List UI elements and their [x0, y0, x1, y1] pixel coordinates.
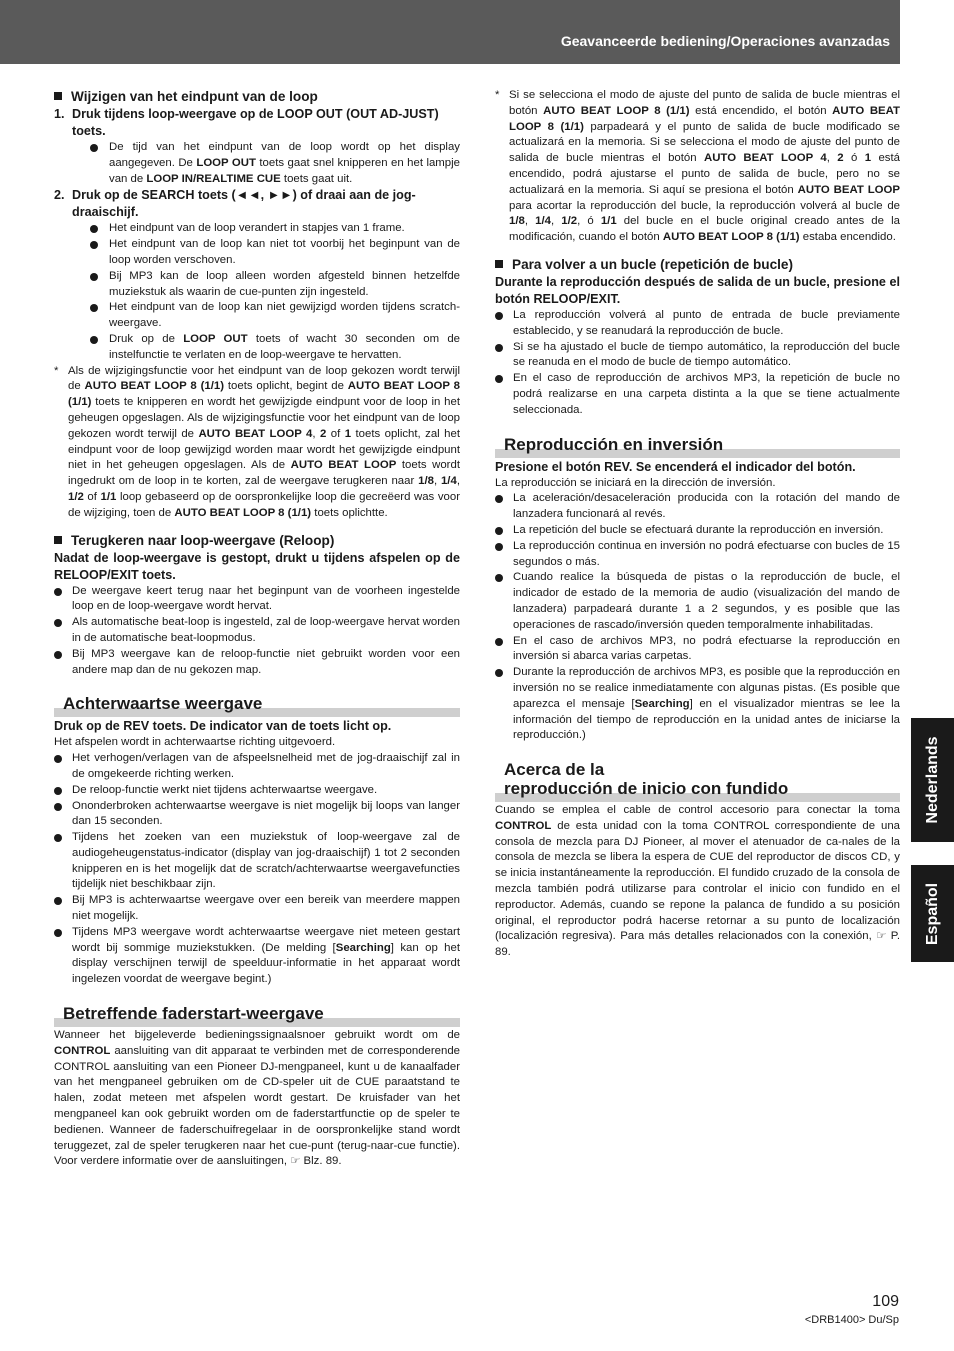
- subheading-loop-end: Wijzigen van het eindpunt van de loop: [54, 88, 460, 106]
- list-item: Het eindpunt van de loop verandert in stapjes van 1 frame.: [109, 221, 460, 237]
- list-item: Ononderbroken achterwaartse weergave is niet mogelijk bij loops van langer dan 15 seconden.: [72, 799, 460, 831]
- list-item: Het eindpunt van de loop kan niet gewijzigd worden tijdens scratch-weergave.: [109, 300, 460, 332]
- reverse-intro-es: La reproducción se iniciará en la dirección de inversión.: [495, 476, 776, 489]
- list-item: Si se ha ajustado el bucle de tiempo automático, la reproducción del bucle se reanuda en el modo de bucle de tiempo automático.: [513, 340, 900, 372]
- page-number: 109: [872, 1293, 899, 1310]
- list-item: La reproducción continua en inversión no podrá efectuarse con bucles de 15 segundos o más.: [513, 539, 900, 571]
- list-item: De weergave keert terug naar het beginpunt van de voorheen ingestelde loop en de loop-weergave wordt hervat.: [72, 584, 460, 616]
- section-heading-fader-es: Acerca de la reproducción de inicio con fundido: [495, 760, 900, 799]
- side-tab-nederlands: Nederlands: [911, 718, 954, 842]
- section-heading-fader: Betreffende faderstart-weergave: [54, 1004, 460, 1024]
- reverse-list: [54, 751, 460, 988]
- list-item: Druk op de LOOP OUT toets of wacht 30 seconden om de instelfunctie te verlaten en de loop-weergave te hervatten.: [109, 332, 460, 364]
- reverse-intro: Het afspelen wordt in achterwaartse richting uitgevoerd.: [54, 736, 336, 749]
- reverse-list-es: [495, 491, 900, 744]
- loop-end-note: * Als de wijzigingsfunctie voor het eindpunt van de loop gekozen wordt terwijl de AUTO BEAT LOOP 8 (1/1) toets oplicht, begint de AUTO BEAT LOOP 8 (1/1) toets te knipperen en wordt het gewijzigde eindpunt voor de loop in het geheugen opgeslagen. Als de wijzigingsfunctie voor het eindpunt van de loop gekozen wordt terwijl de AUTO BEAT LOOP 4, 2 of 1 toets oplicht, zal het eindpunt voor de loop gewijzigd worden maar wordt het gewijzigde eindpunt niet in het geheugen opgeslagen. Als de AUTO BEAT LOOP toets wordt ingedrukt om de loop in te korten, zal de weergave terugkeren naar 1/8, 1/4, 1/2 of 1/1 loop gebaseerd op de oorspronkelijke loop die gecreëerd was voor de wijziging, toen de AUTO BEAT LOOP 8 (1/1) toets oplichtte.: [54, 364, 460, 519]
- list-item: Tijdens MP3 weergave wordt achterwaartse weergave niet meteen gestart wordt bij sommige muziekstukken. (De melding [Searching] kan op het display verschijnen terwijl de speelduur-informatie in het apparaat wordt ingelezen voordat de weergave begint.): [72, 925, 460, 988]
- subheading-reloop: Terugkeren naar loop-weergave (Reloop): [54, 532, 460, 550]
- list-item: La reproducción volverá al punto de entrada de bucle previamente establecido, y se reanudará la reproducción de bucle.: [513, 308, 900, 340]
- list-item: En el caso de archivos MP3, no podrá efectuarse la reproducción en inversión si abarca varias carpetas.: [513, 634, 900, 666]
- side-tab-espanol: Español: [911, 865, 954, 962]
- square-bullet-icon: [54, 92, 62, 100]
- list-item: La aceleración/desaceleración producida con la rotación del mando de lanzadera funcionará al revés.: [513, 491, 900, 523]
- section-heading-reverse-es: Reproducción en inversión: [495, 435, 900, 455]
- reverse-lead-es: Presione el botón REV. Se encenderá el indicador del botón.: [495, 459, 856, 474]
- reverse-lead: Druk op de REV toets. De indicator van de toets licht op.: [54, 719, 392, 734]
- list-item: Het eindpunt van de loop kan niet tot voorbij het beginpunt van de loop worden verschoven.: [109, 237, 460, 269]
- reloop-list-es: [495, 308, 900, 419]
- fader-paragraph-es: Cuando se emplea el cable de control accesorio para conectar la toma CONTROL de esta unidad con la toma CONTROL correspondiente de una consola de mezcla para DJ Pioneer, al mover el atenuador de ca-nales de la consola de mezcla se libera la espera de CUE del reproductor de discos CD, y se inicia instantáneamente la reproducción. El fundido cruzado de la consola de mezcla también podrá utilizarse para controlar el inicio con fundido en el reproductor. Además, cuando se repone la palanca de fundido a su posición original, el reproductor podrá hacerse retornar a su punto de localización (localización regresiva). Para más detalles relacionados con la conexión, ☞ P. 89.: [495, 804, 900, 959]
- list-item: Cuando realice la búsqueda de pistas o la reproducción de bucle, el indicador de estado de la memoria de audio (visualización del mando de lanzadera) parpadeará durante 1 a 2 segundos, y es posible que las operaciones de rascado/inversión queden temporalmente inhabilitadas.: [513, 570, 900, 633]
- header-title: Geavanceerde bediening/Operaciones avanzadas: [560, 33, 890, 49]
- page-code: <DRB1400> Du/Sp: [804, 1314, 899, 1326]
- left-column: [54, 88, 460, 1170]
- list-item: La repetición del bucle se efectuará durante la reproducción en inversión.: [513, 523, 900, 539]
- reloop-lead: Nadat de loop-weergave is gestopt, drukt u tijdens afspelen op de RELOOP/EXIT toets.: [54, 550, 460, 582]
- reloop-list: [54, 584, 460, 679]
- list-item: Bij MP3 weergave kan de reloop-functie niet gebruikt worden voor een andere map dan de nu gekozen map.: [72, 647, 460, 679]
- list-item: Het verhogen/verlagen van de afspeelsnelheid met de jog-draaischijf zal in de omgekeerde richting werken.: [72, 751, 460, 783]
- step-2: 2. Druk op de SEARCH toets (◄◄, ►►) of draai aan de jog-draaischijf. Het eindpunt van de loop verandert in stapjes van 1 frame. Het eindpunt van de loop kan niet tot voorbij het beginpunt van de loop worden verschoven. Bij MP3 kan de loop alleen worden afgesteld binnen hetzelfde muziekstuk als waarin de cue-punten zijn ingesteld. Het eindpunt van de loop kan niet gewijzigd worden tijdens scratch-weergave. Druk op de LOOP OUT toets of wacht 30 seconden om de instelfunctie te verlaten en de loop-weergave te hervatten.: [54, 187, 460, 363]
- step-1: 1. Druk tijdens loop-weergave op de LOOP OUT (OUT AD-JUST) toets. De tijd van het eindpunt van de loop wordt op het display aangegeven. De LOOP OUT toets gaat snel knipperen en het lampje van de LOOP IN/REALTIME CUE toets gaat uit.: [54, 106, 460, 187]
- list-item: En el caso de reproducción de archivos MP3, la repetición de bucle no podrá realizarse en una carpeta distinta a la que se tiene actualmente seleccionada.: [513, 371, 900, 418]
- list-item: Tijdens het zoeken van een muziekstuk of loop-weergave zal de audiogeheugenstatus-indicator (display van jog-draaischijf) 1 tot 2 seconden knipperen en is het mogelijk dat de scratch/achterwaartse weergavefuncties tijdelijk niet beschikbaar zijn.: [72, 830, 460, 893]
- subheading-reloop-es: Para volver a un bucle (repetición de bucle): [495, 256, 900, 274]
- fader-paragraph: Wanneer het bijgeleverde bedieningssignaalsnoer gebruikt wordt om de CONTROL aansluiting van dit apparaat te verbinden met de corresponderende CONTROL aansluiting van een Pioneer DJ-mengpaneel, kunt u de kanaalfader van het mengpaneel gebruiken om de CD-speler uit de CUE paraatstand te halen, zodat meteen met afspelen wordt gestart. De kruisfader van het mengpaneel kan ook gebruikt worden om de faderstartfunctie op de speler te bedienen. Wanneer de faderschuifregelaar in de oorspronkelijke stand wordt teruggezet, zal de speler terugkeren naar het cue-punt (terug-naar-cue functie). Voor verdere informatie over de aansluitingen, ☞ Blz. 89.: [54, 1029, 460, 1168]
- list-item: De reloop-functie werkt niet tijdens achterwaartse weergave.: [72, 783, 460, 799]
- square-bullet-icon: [495, 260, 503, 268]
- list-item: Bij MP3 kan de loop alleen worden afgesteld binnen hetzelfde muziekstuk als waarin de cue-punten zijn ingesteld.: [109, 269, 460, 301]
- loop-end-note-es: * Si se selecciona el modo de ajuste del punto de salida de bucle mientras el botón AUTO BEAT LOOP 8 (1/1) está encendido, el botón AUTO BEAT LOOP 8 (1/1) parpadeará y el punto de salida de bucle modificado se actualizará en la memoria. Si se selecciona el modo de ajuste del punto de salida de bucle mientras el botón AUTO BEAT LOOP 4, 2 ó 1 está encendido, podrá ajustarse el punto de salida de bucle, pero no se actualizará en la memoria. Si aquí se presiona el botón AUTO BEAT LOOP para acortar la reproducción del bucle, la reproducción volverá al bucle de 1/8, 1/4, 1/2, ó 1/1 del bucle en el bucle original creado antes de la modificación, cuando el botón AUTO BEAT LOOP 8 (1/1) estaba encendido.: [495, 89, 900, 244]
- list-item: Durante la reproducción de archivos MP3, es posible que la reproducción en inversión no se realice inmediatamente con algunas pistas. (Es posible que aparezca el mensaje [Searching] en el visualizador mientras se lee la información del tiempo de reproducción en la unidad antes de iniciarse la reproducción.): [513, 665, 900, 744]
- list-item: Bij MP3 is achterwaartse weergave over een bereik van meerdere mappen niet mogelijk.: [72, 893, 460, 925]
- steps-list: [54, 106, 460, 364]
- header-bar: [0, 0, 900, 64]
- right-column: [495, 88, 900, 961]
- section-heading-reverse: Achterwaartse weergave: [54, 694, 460, 714]
- list-item: Als automatische beat-loop is ingesteld, zal de loop-weergave hervat worden in de automatische beat-loopmodus.: [72, 615, 460, 647]
- reloop-lead-es: Durante la reproducción después de salida de un bucle, presione el botón RELOOP/EXIT.: [495, 274, 900, 306]
- list-item: De tijd van het eindpunt van de loop wordt op het display aangegeven. De LOOP OUT toets gaat snel knipperen en het lampje van de LOOP IN/REALTIME CUE toets gaat uit.: [109, 140, 460, 187]
- square-bullet-icon: [54, 536, 62, 544]
